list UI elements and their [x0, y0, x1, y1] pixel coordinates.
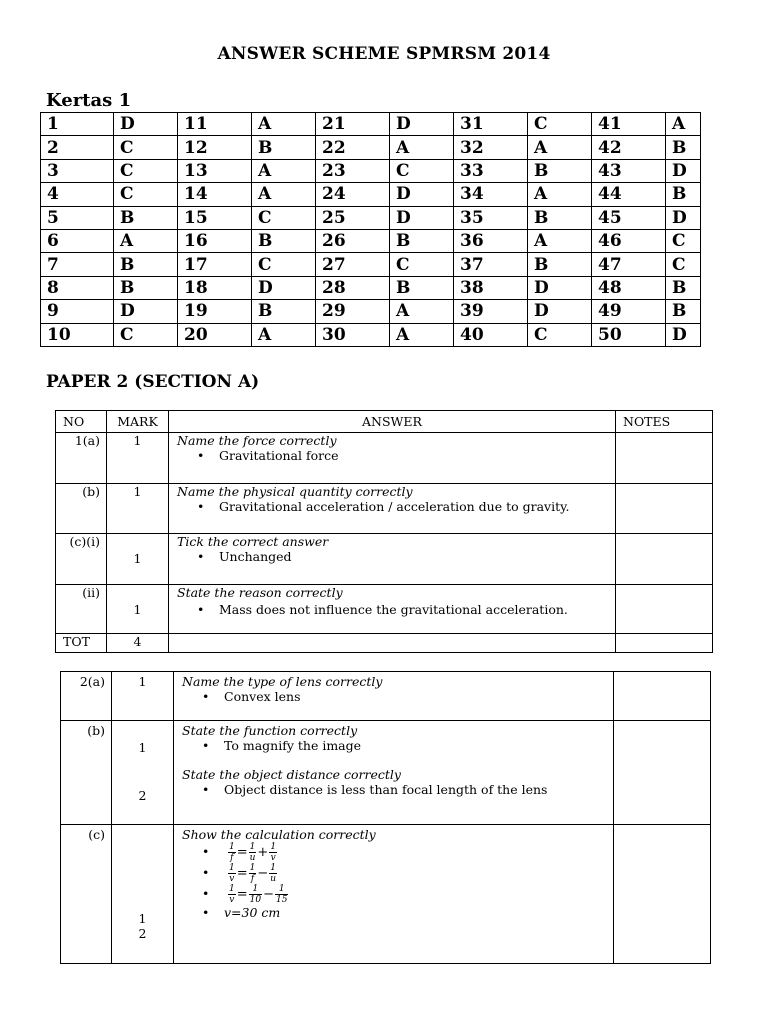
answer-cell — [174, 672, 614, 721]
answer-key-cell: B — [390, 276, 454, 299]
answer-key-cell: D — [390, 113, 454, 136]
question-number-cell: 24 — [316, 183, 390, 206]
question-number: 1(a) — [56, 433, 107, 484]
marking-instruction: Name the force correctly — [177, 433, 337, 448]
notes-cell — [616, 484, 713, 534]
answer-key-cell: A — [390, 136, 454, 159]
table-row — [41, 229, 701, 252]
question-number-cell: 21 — [316, 113, 390, 136]
answer-key-cell: D — [390, 183, 454, 206]
marking-instruction: Tick the correct answer — [177, 534, 329, 549]
answer-key-cell: B — [528, 159, 592, 182]
answer-key-cell: D — [252, 276, 316, 299]
question-number-cell: 28 — [316, 276, 390, 299]
answer-key-cell: D — [390, 206, 454, 229]
answer-key-cell: B — [666, 183, 701, 206]
answer-key-cell: A — [528, 183, 592, 206]
fraction: $\frac{1}{f}$ — [249, 863, 256, 884]
answer-bullet: • Object distance is less than focal length of the lens — [202, 782, 613, 797]
fraction: $\frac{1}{v}$ — [270, 842, 277, 863]
answer-key-cell: C — [528, 323, 592, 346]
total-mark: 4 — [107, 634, 169, 653]
fraction: $\frac{1}{u}$ — [270, 863, 277, 884]
equation-substituted: • $\frac{1}{v}$ = $\frac{1}{10}$ − $\frac{1}{15}$ — [202, 884, 613, 905]
question-number-cell: 38 — [454, 276, 528, 299]
question-number-cell: 3 — [41, 159, 114, 182]
question-number-cell: 23 — [316, 159, 390, 182]
answer-key-cell: B — [666, 276, 701, 299]
header-answer: ANSWER — [169, 411, 616, 433]
mark-cell — [107, 534, 169, 585]
question-number-cell: 41 — [592, 113, 666, 136]
mark-value: 1 — [107, 433, 169, 484]
answer-key-cell: D — [666, 323, 701, 346]
mark-value: 1 — [133, 551, 142, 566]
question-number-cell: 9 — [41, 300, 114, 323]
question-number-cell: 4 — [41, 183, 114, 206]
answer-key-cell: A — [252, 159, 316, 182]
answer-key-cell: C — [528, 113, 592, 136]
question-number-cell: 2 — [41, 136, 114, 159]
answer-bullet: • Gravitational acceleration / acceleration due to gravity. — [197, 499, 615, 514]
table-row — [41, 253, 701, 276]
question-number-cell: 14 — [178, 183, 252, 206]
question-number-cell: 37 — [454, 253, 528, 276]
table-row — [56, 433, 713, 484]
question-number-cell: 18 — [178, 276, 252, 299]
answer-key-cell: C — [252, 206, 316, 229]
question-number-cell: 48 — [592, 276, 666, 299]
question-number-cell: 47 — [592, 253, 666, 276]
table-row — [56, 484, 713, 534]
notes-cell — [614, 825, 711, 964]
answer-bullet: • Gravitational force — [197, 448, 615, 463]
question-number: (c)(i) — [56, 534, 107, 585]
notes-cell — [614, 672, 711, 721]
table-row — [41, 183, 701, 206]
answer-key-cell: B — [252, 300, 316, 323]
notes-cell — [616, 634, 713, 653]
question-number-cell: 34 — [454, 183, 528, 206]
question-number-cell: 42 — [592, 136, 666, 159]
mark-cell — [112, 825, 174, 964]
answer-cell — [169, 534, 616, 585]
header-mark: MARK — [107, 411, 169, 433]
answer-key-cell: A — [528, 229, 592, 252]
question-number-cell: 49 — [592, 300, 666, 323]
mark-cell — [107, 585, 169, 634]
notes-cell — [616, 585, 713, 634]
question-number-cell: 7 — [41, 253, 114, 276]
table-row — [61, 825, 711, 964]
answer-key-cell: B — [528, 206, 592, 229]
answer-key-cell: A — [114, 229, 178, 252]
answer-key-cell: C — [390, 253, 454, 276]
answer-key-cell: C — [666, 253, 701, 276]
question-number: (b) — [61, 721, 112, 825]
mark-value: 1 — [138, 911, 147, 926]
question-number-cell: 25 — [316, 206, 390, 229]
mark-value: 1 — [138, 740, 147, 755]
answer-key-cell: D — [528, 276, 592, 299]
answer-key-cell: A — [390, 323, 454, 346]
notes-cell — [616, 433, 713, 484]
question-number-cell: 31 — [454, 113, 528, 136]
question-number-cell: 1 — [41, 113, 114, 136]
question-number-cell: 17 — [178, 253, 252, 276]
table-row — [41, 113, 701, 136]
fraction: • $\frac{1}{v}$ — [228, 884, 235, 905]
page-title: ANSWER SCHEME SPMRSM 2014 — [217, 44, 551, 64]
notes-cell — [616, 534, 713, 585]
question-number-cell: 22 — [316, 136, 390, 159]
question-number-cell: 39 — [454, 300, 528, 323]
total-row — [56, 634, 713, 653]
table-row — [56, 534, 713, 585]
table-row — [41, 300, 701, 323]
answer-key-cell: A — [390, 300, 454, 323]
question-number-cell: 8 — [41, 276, 114, 299]
mark-value: 1 — [107, 484, 169, 534]
question-number-cell: 30 — [316, 323, 390, 346]
mark-value: 2 — [138, 926, 147, 941]
question-number-cell: 11 — [178, 113, 252, 136]
header-no: NO — [56, 411, 107, 433]
answer-key-cell: B — [114, 206, 178, 229]
answer-key-cell: A — [252, 323, 316, 346]
answer-key-cell: D — [114, 113, 178, 136]
marking-instruction: Show the calculation correctly — [182, 827, 376, 842]
question-number-cell: 45 — [592, 206, 666, 229]
answer-key-cell: C — [252, 253, 316, 276]
kertas1-answer-table — [40, 112, 701, 347]
fraction: $\frac{1}{15}$ — [275, 884, 288, 905]
question-number-cell: 27 — [316, 253, 390, 276]
table-row — [41, 323, 701, 346]
question-number-cell: 19 — [178, 300, 252, 323]
question-number-cell: 50 — [592, 323, 666, 346]
answer-key-cell: C — [390, 159, 454, 182]
question-number: 2(a) — [61, 672, 112, 721]
question-number-cell: 46 — [592, 229, 666, 252]
answer-bullet: • Mass does not influence the gravitational acceleration. — [197, 602, 615, 617]
question-number-cell: 44 — [592, 183, 666, 206]
question-number-cell: 13 — [178, 159, 252, 182]
answer-key-cell: B — [252, 136, 316, 159]
notes-cell — [614, 721, 711, 825]
question-number: (c) — [61, 825, 112, 964]
answer-key-cell: D — [114, 300, 178, 323]
answer-key-cell: B — [114, 276, 178, 299]
question-number-cell: 40 — [454, 323, 528, 346]
question-number-cell: 16 — [178, 229, 252, 252]
answer-key-cell: A — [252, 183, 316, 206]
answer-key-cell: D — [528, 300, 592, 323]
answer-key-cell: A — [528, 136, 592, 159]
answer-key-cell: D — [666, 159, 701, 182]
table-row — [41, 136, 701, 159]
question-number-cell: 32 — [454, 136, 528, 159]
table-row — [41, 276, 701, 299]
total-label: TOT — [56, 634, 107, 653]
question-number-cell: 43 — [592, 159, 666, 182]
kertas1-heading: Kertas 1 — [46, 90, 132, 111]
answer-key-cell: B — [390, 229, 454, 252]
answer-key-cell: B — [114, 253, 178, 276]
equation-rearranged: • $\frac{1}{v}$ = $\frac{1}{f}$ − $\frac{1}{u}$ — [202, 863, 613, 884]
mark-value: 2 — [138, 788, 147, 803]
table-row — [56, 585, 713, 634]
question-number-cell: 26 — [316, 229, 390, 252]
question-number: (b) — [56, 484, 107, 534]
marking-instruction: State the object distance correctly — [182, 767, 401, 782]
answer-bullet: • To magnify the image — [202, 738, 613, 753]
mark-value: 1 — [133, 602, 142, 617]
fraction: $\frac{1}{u}$ — [249, 842, 256, 863]
question-number-cell: 6 — [41, 229, 114, 252]
question-number-cell: 15 — [178, 206, 252, 229]
question-number-cell: 35 — [454, 206, 528, 229]
question-number-cell: 10 — [41, 323, 114, 346]
answer-key-cell: B — [666, 300, 701, 323]
table-row — [41, 206, 701, 229]
answer-key-cell: A — [252, 113, 316, 136]
answer-cell — [169, 484, 616, 534]
equation-result: • v=30 cm — [202, 905, 613, 920]
fraction: $\frac{1}{10}$ — [249, 884, 262, 905]
answer-bullet: • Convex lens — [202, 689, 613, 704]
answer-cell — [169, 433, 616, 484]
mark-value: 1 — [112, 672, 174, 721]
question1-table — [55, 410, 713, 653]
answer-cell — [174, 721, 614, 825]
header-notes: NOTES — [616, 411, 713, 433]
marking-instruction: Name the physical quantity correctly — [177, 484, 413, 499]
answer-cell — [169, 585, 616, 634]
answer-cell — [174, 825, 614, 964]
answer-key-cell: B — [252, 229, 316, 252]
marking-instruction: State the function correctly — [182, 723, 358, 738]
answer-key-cell: C — [114, 323, 178, 346]
table-row — [41, 159, 701, 182]
paper2-heading: PAPER 2 (SECTION A) — [46, 372, 260, 392]
question-number-cell: 29 — [316, 300, 390, 323]
answer-key-cell: C — [114, 136, 178, 159]
answer-key-cell: A — [666, 113, 701, 136]
answer-key-cell: C — [114, 183, 178, 206]
question2-table — [60, 671, 711, 964]
question-number-cell: 5 — [41, 206, 114, 229]
answer-key-cell: C — [114, 159, 178, 182]
answer-cell — [169, 634, 616, 653]
question-number-cell: 20 — [178, 323, 252, 346]
question-number-cell: 33 — [454, 159, 528, 182]
question-number-cell: 36 — [454, 229, 528, 252]
fraction: • $\frac{1}{f}$ — [228, 842, 235, 863]
table-header-row — [56, 411, 713, 433]
answer-key-cell: B — [528, 253, 592, 276]
mark-cell — [112, 721, 174, 825]
question-number-cell: 12 — [178, 136, 252, 159]
answer-key-cell: B — [666, 136, 701, 159]
answer-bullet: • Unchanged — [197, 549, 615, 564]
answer-key-cell: D — [666, 206, 701, 229]
table-row — [61, 672, 711, 721]
table-row — [61, 721, 711, 825]
question-number: (ii) — [56, 585, 107, 634]
marking-instruction: Name the type of lens correctly — [182, 674, 383, 689]
marking-instruction: State the reason correctly — [177, 585, 343, 600]
equation-lens-formula: • $\frac{1}{f}$ = $\frac{1}{u}$ + $\frac{1}{v}$ — [202, 842, 613, 863]
answer-key-cell: C — [666, 229, 701, 252]
fraction: • $\frac{1}{v}$ — [228, 863, 235, 884]
